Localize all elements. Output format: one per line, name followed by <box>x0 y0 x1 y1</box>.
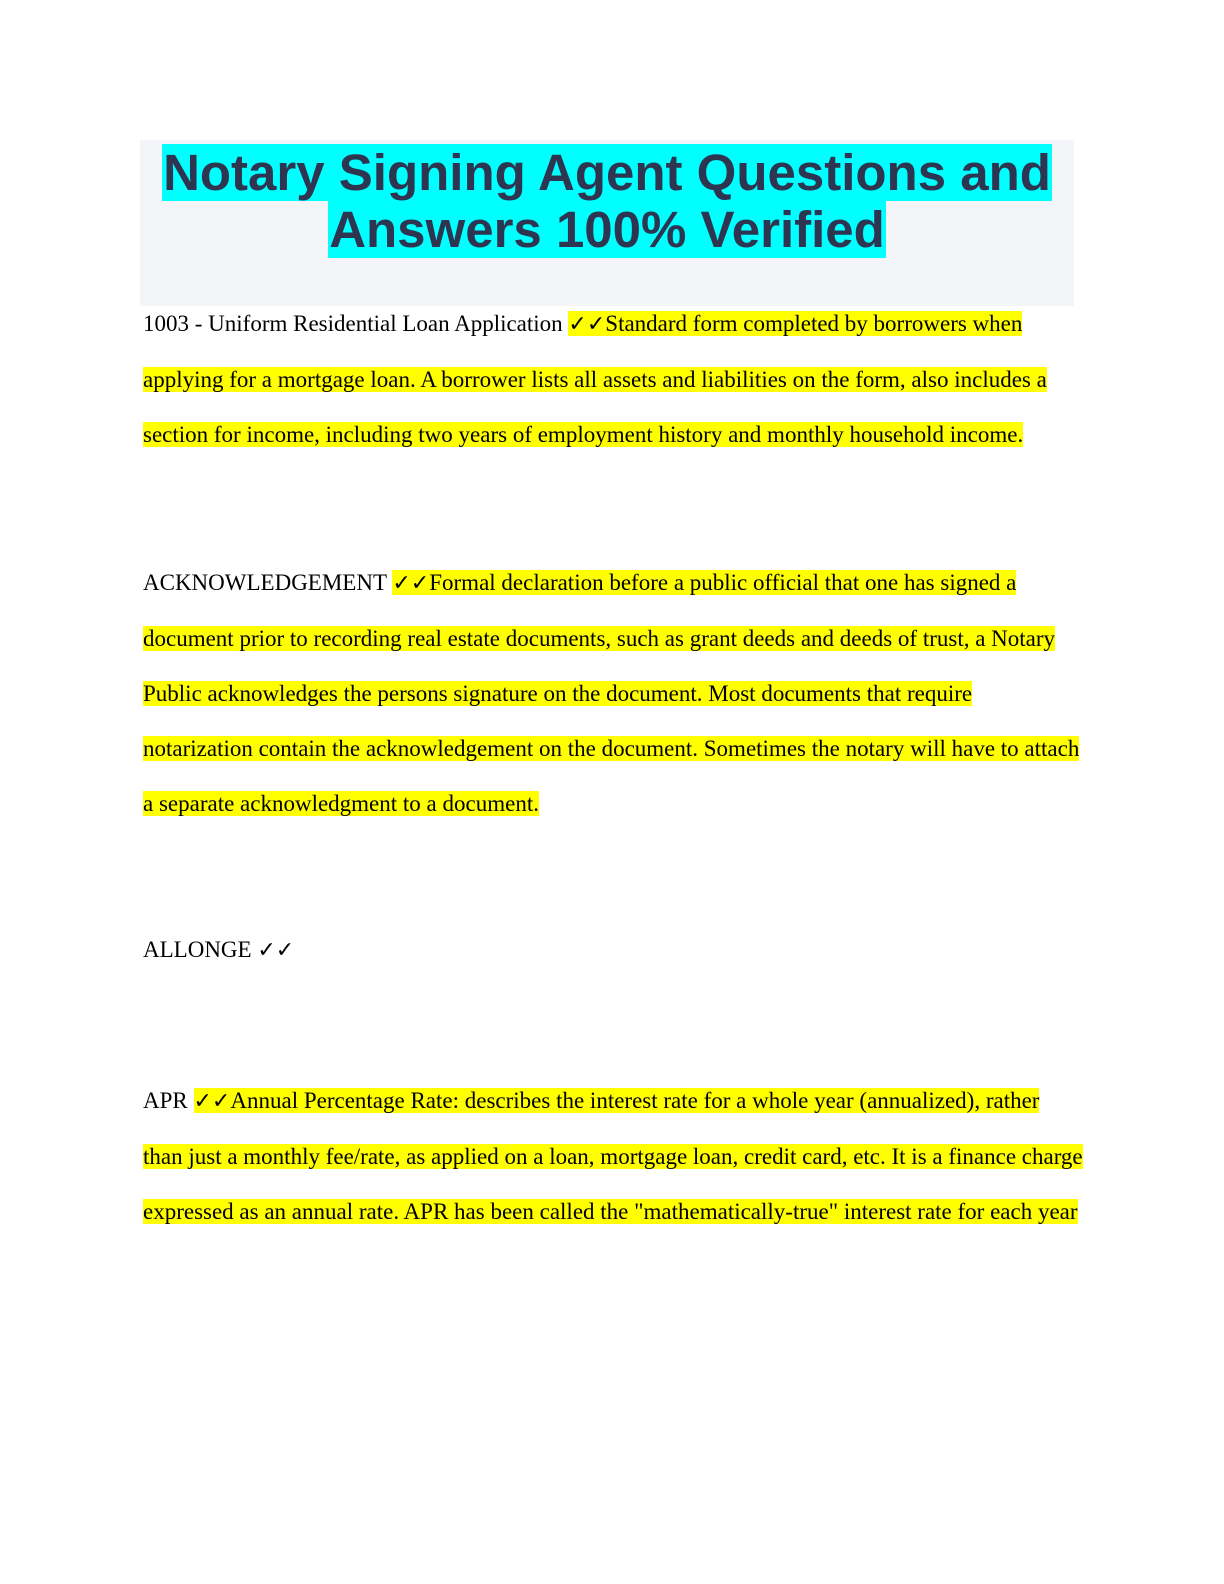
title-line-2: Answers 100% Verified <box>329 201 885 258</box>
entry-apr <box>143 1073 1083 1239</box>
title-box <box>140 140 1074 306</box>
entry-answer <box>143 570 1079 816</box>
entry-term: APR <box>143 1088 194 1113</box>
entry-answer-text: Formal declaration before a public official that one has signed a document prior to recording real estate documents, such as grant deeds and deeds of trust, a Notary Public acknowledges the persons signature on the document. Most documents that require notarization contain the acknowledgement on the document. Sometimes the notary will have to attach a separate acknowledgment to a document. <box>143 570 1080 816</box>
check-mark-icon: ✓✓ <box>392 571 430 596</box>
entry-answer <box>143 1088 1083 1224</box>
check-mark-icon: ✓✓ <box>193 1089 231 1114</box>
entry-answer-text: Annual Percentage Rate: describes the interest rate for a whole year (annualized), rather than just a monthly fee/rate, as applied on a loan, mortgage loan, credit card, etc. It is a finance charge expressed as an annual rate. APR has been called the "mathematically-true" interest rate for each year <box>143 1088 1083 1224</box>
entry-acknowledgement <box>143 555 1083 831</box>
check-mark-icon: ✓✓ <box>568 312 606 337</box>
check-mark-icon: ✓✓ <box>257 938 295 963</box>
title-line-1: Notary Signing Agent Questions and <box>163 144 1051 201</box>
entry-term: ALLONGE <box>143 937 258 962</box>
entry-term: 1003 - Uniform Residential Loan Application <box>143 311 569 336</box>
entry-1003 <box>143 296 1083 462</box>
page-title <box>140 140 1074 258</box>
entry-term: ACKNOWLEDGEMENT <box>143 570 393 595</box>
entry-answer-text: Standard form completed by borrowers when applying for a mortgage loan. A borrower lists all assets and liabilities on the form, also includes a section for income, including two years of employment history and monthly household income. <box>143 311 1047 447</box>
entry-allonge <box>143 922 1083 978</box>
